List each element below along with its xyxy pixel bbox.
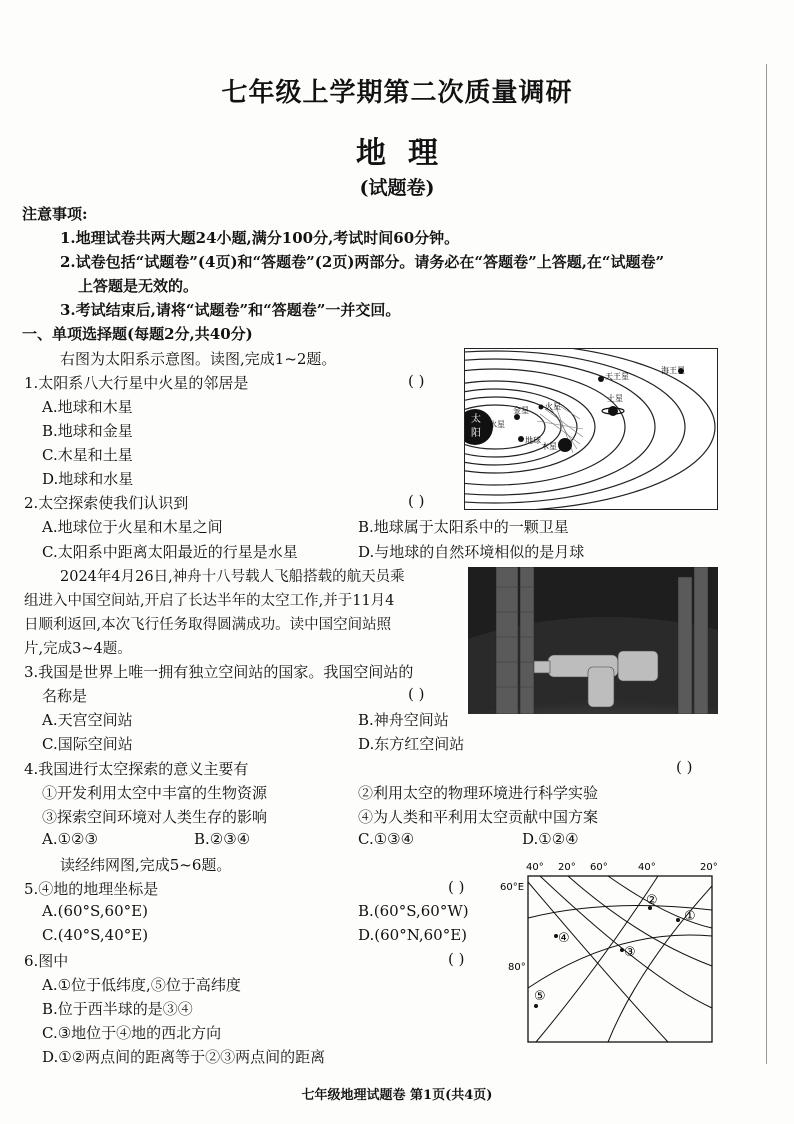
planet-label-mercury: 水星 [489,420,505,429]
point-label-4: ④ [558,931,570,946]
q4-bracket: ( ) [676,758,693,776]
q6-option-c[interactable]: C.③地位于④地的西北方向 [42,1024,222,1042]
q2-option-a[interactable]: A.地球位于火星和木星之间 [42,518,223,536]
intro-3-4-line1: 2024年4月26日,神舟十八号载人飞船搭载的航天员乘 [60,569,405,585]
side-label-60e: 60°E [500,882,525,893]
q4-statement-3: ③探索空间环境对人类生存的影响 [42,808,268,826]
intro-3-4-line3: 日顺利返回,本次飞行任务取得圆满成功。读中国空间站照 [24,617,392,633]
q5-option-c[interactable]: C.(40°S,40°E) [42,926,149,944]
notice-item-2-cont: 上答题是无效的。 [78,277,199,295]
q3-option-c[interactable]: C.国际空间站 [42,735,133,753]
q5-option-d[interactable]: D.(60°N,60°E) [358,926,468,944]
sun-label-2: 阳 [471,428,481,439]
space-station-svg [468,567,718,714]
q5-option-a[interactable]: A.(60°S,60°E) [42,902,148,920]
notice-heading: 注意事项: [22,205,88,223]
q4-statement-1: ①开发利用太空中丰富的生物资源 [42,784,268,802]
point-label-5: ⑤ [534,989,546,1004]
graticule-map [498,858,722,1044]
q4-statement-4: ④为人类和平利用太空贡献中国方案 [358,808,599,826]
planet-label-earth: 地球 [525,436,541,445]
solar-system-diagram [464,348,718,510]
q4-option-c[interactable]: C.①③④ [358,830,415,848]
subject-title: 地理 [356,136,460,171]
q5-stem: 5.④地的地理坐标是 [24,880,159,898]
q6-bracket: ( ) [448,950,465,968]
planet-label-mars: 火星 [545,402,561,411]
space-station-photo [468,567,718,714]
q2-option-b[interactable]: B.地球属于太阳系中的一颗卫星 [358,518,569,536]
page-footer: 七年级地理试题卷 第1页(共4页) [301,1088,493,1103]
q1-option-c[interactable]: C.木星和土星 [42,446,133,464]
q4-option-a[interactable]: A.①②③ [42,830,98,848]
q1-option-d[interactable]: D.地球和水星 [42,470,134,488]
q2-bracket: ( ) [408,492,425,510]
q1-option-b[interactable]: B.地球和金星 [42,422,133,440]
q3-option-b[interactable]: B.神舟空间站 [358,711,449,729]
intro-5-6: 读经纬网图,完成5~6题。 [60,856,232,874]
q6-option-d[interactable]: D.①②两点间的距离等于②③两点间的距离 [42,1048,326,1066]
top-label-4: 40° [638,862,656,873]
point-label-3: ③ [624,945,636,960]
q4-option-b[interactable]: B.②③④ [194,830,251,848]
q6-option-b[interactable]: B.位于西半球的是③④ [42,1000,193,1018]
solar-system-svg [465,349,718,510]
sun-label-1: 太 [471,414,481,425]
q2-option-c[interactable]: C.太阳系中距离太阳最近的行星是水星 [42,543,298,561]
q4-option-d[interactable]: D.①②④ [522,830,579,848]
side-label-80: 80° [508,962,526,973]
q1-stem: 1.太阳系八大行星中火星的邻居是 [24,374,249,392]
top-label-2: 20° [558,862,576,873]
intro-1-2: 右图为太阳系示意图。读图,完成1~2题。 [60,350,337,368]
q3-stem-line1: 3.我国是世界上唯一拥有独立空间站的国家。我国空间站的 [24,663,414,681]
intro-3-4-line4: 片,完成3~4题。 [24,641,132,657]
q1-option-a[interactable]: A.地球和木星 [42,398,133,416]
notice-item-3: 3.考试结束后,请将“试题卷”和“答题卷”一并交回。 [60,301,401,319]
q3-bracket: ( ) [408,685,425,703]
q3-option-d[interactable]: D.东方红空间站 [358,735,465,753]
point-label-1: ① [684,909,696,924]
exam-title: 七年级上学期第二次质量调研 [221,78,573,108]
notice-item-1: 1.地理试卷共两大题24小题,满分100分,考试时间60分钟。 [60,229,460,247]
top-label-3: 60° [590,862,608,873]
q3-option-a[interactable]: A.天宫空间站 [42,711,133,729]
graticule-svg [498,858,722,1044]
q3-stem-line2: 名称是 [42,687,88,705]
q6-stem: 6.图中 [24,952,69,970]
q4-stem: 4.我国进行太空探索的意义主要有 [24,760,249,778]
top-label-5: 20° [700,862,718,873]
planet-label-venus: 金星 [513,406,529,415]
q2-option-d[interactable]: D.与地球的自然环境相似的是月球 [358,543,585,561]
planet-label-uranus: 天王星 [605,372,629,381]
q6-option-a[interactable]: A.①位于低纬度,⑤位于高纬度 [42,976,241,994]
top-label-1: 40° [526,862,544,873]
planet-label-saturn: 土星 [607,394,623,403]
q1-bracket: ( ) [408,372,425,390]
section-heading: 一、单项选择题(每题2分,共40分) [22,325,253,343]
exam-subtitle: (试题卷) [359,177,435,199]
notice-item-2: 2.试卷包括“试题卷”(4页)和“答题卷”(2页)两部分。请务必在“答题卷”上答题,在“试题卷” [60,253,665,271]
q5-bracket: ( ) [448,878,465,896]
point-label-2: ② [646,893,658,908]
planet-label-neptune: 海王星 [661,366,685,375]
intro-3-4-line2: 组进入中国空间站,开启了长达半年的太空工作,并于11月4 [24,593,395,609]
page-edge-rule [766,64,767,1064]
planet-label-jupiter: 木星 [541,442,557,451]
q2-stem: 2.太空探索使我们认识到 [24,494,189,512]
q4-statement-2: ②利用太空的物理环境进行科学实验 [358,784,599,802]
q5-option-b[interactable]: B.(60°S,60°W) [358,902,469,920]
